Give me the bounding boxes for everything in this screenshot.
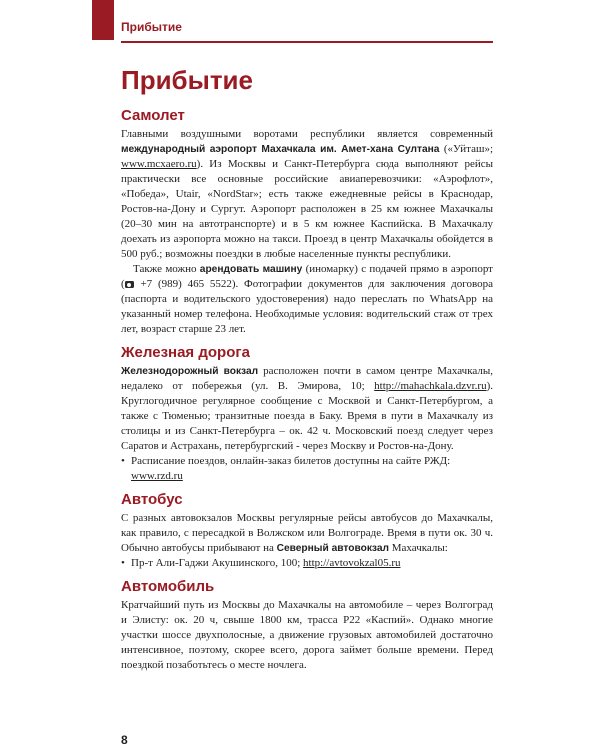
text: Пр-т Али-Гаджи Акушинского, 100; [131, 557, 304, 569]
section-plane [121, 106, 493, 337]
bus-bullet-list [121, 556, 493, 571]
railway-website-link[interactable]: http://mahachkala.dzvr.ru [374, 380, 487, 392]
text: («Уйташ»; [439, 143, 493, 155]
rental-phone-number: +7 (989) 465 5522 [140, 278, 232, 290]
text: ). Круглогодичное регулярное сообщение с Москвой и Санкт-Петербургом, а также с Тюменью; транзитные поезда в Баку. Время в пути в Махачкалу из столицы и из Санкт-Петербурга – ок. 42 ч. Московский поезд следует через Саратов и Астрахань, петербургский - через Москву и Ростов-на-Дону. [121, 380, 493, 452]
section-rail [121, 343, 493, 484]
section-heading-plane: Самолет [121, 107, 185, 124]
airport-website-link[interactable]: www.mcxaero.ru [121, 158, 197, 170]
page-number: 8 [121, 733, 128, 747]
railway-station-keyword: Железнодорожный вокзал [121, 366, 259, 377]
rzd-website-link[interactable]: www.rzd.ru [131, 470, 183, 482]
text: ). Фотографии документов для заключения договора (паспорта и водительского удостоверения) надо переслать по WhatsApp на указанный номер телефона. Необходимые условия: водительский стаж от трех лет, возраст старше 23 лет. [121, 278, 494, 335]
section-car [121, 577, 493, 673]
text: Расписание поездов, онлайн-заказ билетов доступны на сайте РЖД: [131, 455, 451, 467]
car-rental-keyword: арендовать машину [199, 264, 303, 275]
section-heading-bus: Автобус [121, 491, 183, 508]
bus-paragraph-1 [121, 511, 493, 556]
section-heading-rail: Железная дорога [121, 344, 250, 361]
page-title: Прибытие [121, 65, 253, 95]
rail-bullet-list [121, 454, 493, 484]
airport-name: международный аэропорт Махачкала им. Амет-хана Султана [121, 144, 440, 155]
text: ). Из Москвы и Санкт-Петербурга сюда выполняют рейсы практически все основные российские авиаперевозчики: «Аэрофлот», «Победа», Utair, «NordStar»; есть также ежедневные рейсы в Краснодар, Ростов-на-Дону и Сургут. Аэропорт расположен в 25 км южнее Махачкалы (20–30 мин на автотранспорте) и в 5 км южнее Каспийска. В Махачкалу доехать из аэропорта можно на такси. Проезд в центр Махачкалы обойдется в 500 руб.; возможны поездки в любые населенные пункты республики. [121, 158, 493, 260]
header-tab-block [92, 0, 114, 40]
text: расположен почти в самом центре Махачкалы, недалеко от побережья (ул. В. Эмирова, 10; [121, 365, 493, 392]
section-heading-car: Автомобиль [121, 578, 215, 595]
header-rule [121, 41, 493, 43]
bullet-marker: • [121, 455, 125, 467]
text: Махачкалы: [389, 542, 448, 554]
bullet-marker: • [121, 557, 125, 569]
plane-paragraph-2 [121, 262, 493, 337]
text: Главными воздушными воротами республики является современный [121, 128, 493, 140]
list-item [121, 556, 493, 571]
car-paragraph-1: Кратчайший путь из Москвы до Махачкалы на автомобиле – через Волгоград и Элисту: ок. 20 ч, свыше 1800 км, трасса Р22 «Каспий». Однако многие участки шоссе двухполосные, а движение грузовых автомобилей достаточно интенсивное, поэтому, скорее всего, дорога займет больше времени. Перед поездкой позаботьтесь о месте ночлега. [121, 599, 493, 671]
rail-paragraph-1 [121, 364, 493, 454]
text: Также можно [133, 263, 200, 275]
bus-station-keyword: Северный автовокзал [276, 543, 389, 554]
running-title: Прибытие [121, 20, 182, 34]
section-bus [121, 490, 493, 571]
bus-station-website-link[interactable]: http://avtovokzal05.ru [303, 557, 401, 569]
page-content [121, 64, 493, 679]
text: С разных автовокзалов Москвы регулярные рейсы автобусов до Махачкалы, как правило, с пересадкой в Волжском или Волгограде. Время в пути ок. 30 ч. Обычно автобусы прибывают на [121, 512, 493, 554]
plane-paragraph-1 [121, 127, 493, 262]
text: (иномарку) с подачей прямо в аэропорт ( [121, 263, 493, 290]
phone-icon [125, 281, 134, 288]
list-item [121, 454, 493, 484]
